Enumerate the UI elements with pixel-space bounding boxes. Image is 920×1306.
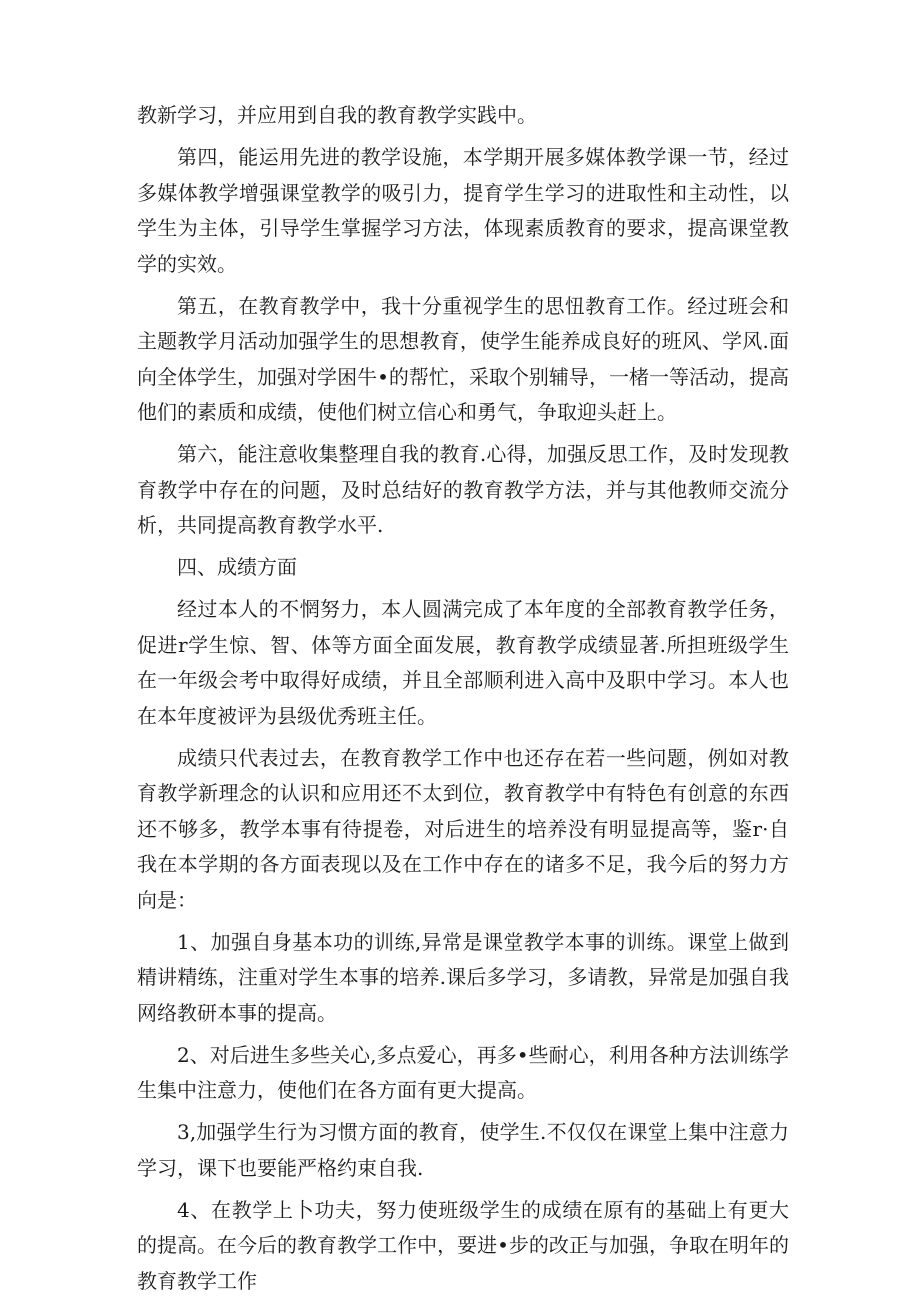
paragraph-continuation: 教新学习，并应用到自我的教育教学实践中。 bbox=[137, 103, 537, 127]
section-heading-achievements: 四、成绩方面 bbox=[177, 555, 297, 579]
paragraph-fourth: 第四，能运用先进的教学设施，本学期开展多媒体教学课一节，经过多媒体教学增强课堂教学的吸引力，提育学生学习的进取性和主动性，以学生为主体，引导学生掌握学习方法，体现素质教育的要求，提高课堂教学的实效。 bbox=[137, 145, 789, 276]
list-item-1: 1、加强自身基本功的训练,异常是课堂教学本事的训练。课堂上做到精讲精练，注重对学生本事的培养.课后多学习，多请教，异常是加强自我网络教研本事的提高。 bbox=[137, 929, 789, 1025]
paragraph-achievements: 经过本人的不惘努力，本人圆满完成了本年度的全部教育教学任务，促进r学生惊、智、体等方面全面发展，教育教学成绩显著.所担班级学生在一年级会考中取得好成绩，并且全部顺利进入高中及职中学习。本人也在本年度被评为县级优秀班主任。 bbox=[137, 597, 789, 728]
list-item-4: 4、在教学上卜功夫，努力使班级学生的成绩在原有的基础上有更大的提高。在今后的教育教学工作中，要进•步的改正与加强，争取在明年的教育教学工作 bbox=[137, 1197, 789, 1293]
document-body bbox=[137, 98, 789, 1306]
list-item-2: 2、对后进生多些关心,多点爱心，再多•些耐心，利用各种方法训练学生集中注意力，使他们在各方面有更大提高。 bbox=[137, 1042, 789, 1102]
list-item-3: 3,加强学生行为习惯方面的教育，使学生.不仅仅在课堂上集中注意力学习，课下也要能严格约束自我. bbox=[137, 1120, 789, 1180]
paragraph-fifth: 第五，在教育教学中，我十分重视学生的思忸教育工作。经过班会和主题教学月活动加强学生的思想教育，使学生能养成良好的班风、学风.面向全体学生，加强对学困牛•的帮忙，采取个别辅导，一楮一等活动，提高他们的素质和成绩，使他们树立信心和勇气，争取迎头赶上。 bbox=[137, 293, 789, 424]
paragraph-shortcomings: 成绩只代表过去，在教育教学工作中也还存在若一些问题，例如对教育教学新理念的认识和应用还不太到位，教育教学中有特色有创意的东西还不够多，教学本事有待提卷，对后进生的培养没有明显提高等，鉴r·自我在本学期的各方面表现以及在工作中存在的诸多不足，我今后的努力方向是： bbox=[137, 745, 789, 912]
paragraph-sixth: 第六，能注意收集整理自我的教育.心得，加强反思工作，及时发现教育教学中存在的问题，及时总结好的教育教学方法，并与其他教师交流分析，共同提高教育教学水平. bbox=[137, 442, 789, 537]
